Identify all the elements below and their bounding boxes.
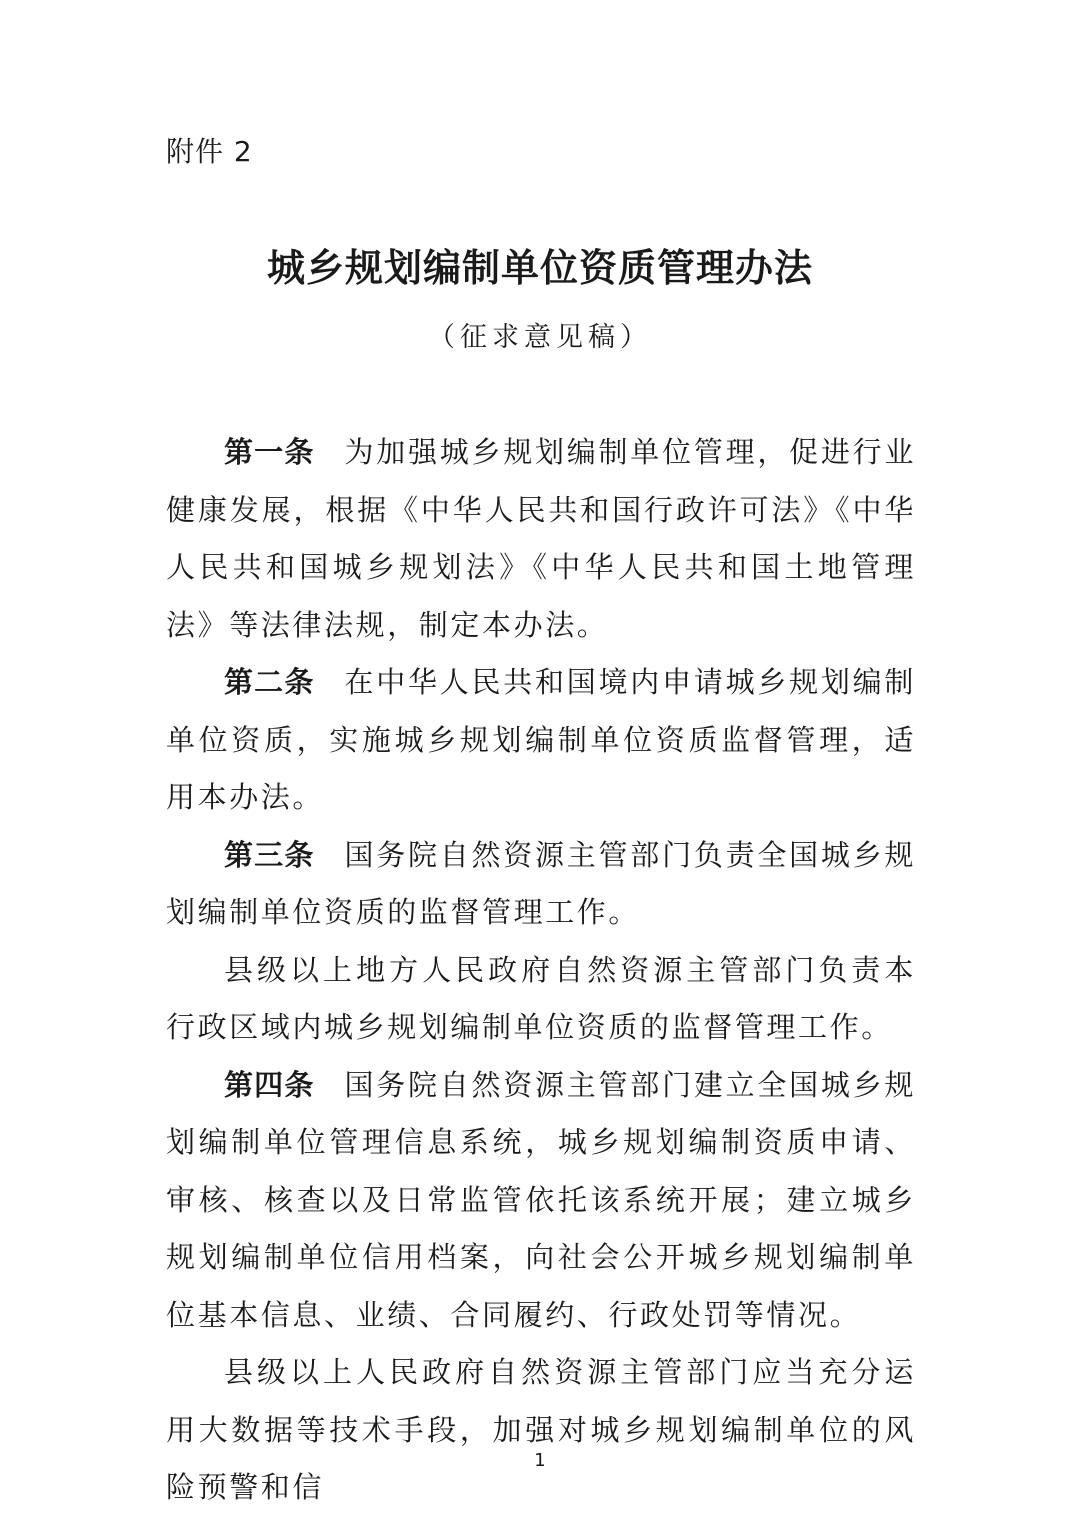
paragraph-article-4	[166, 1057, 916, 1345]
article-heading: 第二条	[224, 665, 315, 699]
paragraph-text: 国务院自然资源主管部门建立全国城乡规划编制单位管理信息系统，城乡规划编制资质申请、审核、核查以及日常监管依托该系统开展；建立城乡规划编制单位信用档案，向社会公开城乡规划编制单位基本信息、业绩、合同履约、行政处罚等情况。	[166, 1067, 916, 1332]
paragraph-article-3-clause-2	[166, 942, 916, 1057]
paragraph-article-1	[166, 424, 916, 654]
attachment-label: 附件 2	[166, 135, 253, 168]
article-heading: 第四条	[224, 1067, 315, 1102]
article-heading: 第一条	[224, 435, 315, 469]
page-number: 1	[534, 1450, 546, 1471]
document-subtitle: （征求意见稿）	[428, 322, 652, 353]
paragraph-article-3	[166, 827, 916, 942]
article-heading: 第三条	[224, 837, 315, 872]
paragraph-text: 在中华人民共和国境内申请城乡规划编制单位资质，实施城乡规划编制单位资质监督管理，适用本办法。	[166, 665, 916, 814]
paragraph-text: 县级以上人民政府自然资源主管部门应当充分运用大数据等技术手段，加强对城乡规划编制单位的风险预警和信	[166, 1355, 916, 1504]
document-body	[166, 424, 916, 1517]
paragraph-text: 为加强城乡规划编制单位管理，促进行业健康发展，根据《中华人民共和国行政许可法》《中华人民共和国城乡规划法》《中华人民共和国土地管理法》等法律法规，制定本办法。	[166, 435, 916, 642]
paragraph-article-2	[166, 654, 916, 827]
paragraph-text: 县级以上地方人民政府自然资源主管部门负责本行政区域内城乡规划编制单位资质的监督管理工作。	[166, 952, 916, 1044]
paragraph-article-4-clause-2	[166, 1344, 916, 1517]
document-title: 城乡规划编制单位资质管理办法	[266, 246, 813, 290]
paragraph-text: 国务院自然资源主管部门负责全国城乡规划编制单位资质的监督管理工作。	[166, 837, 916, 929]
